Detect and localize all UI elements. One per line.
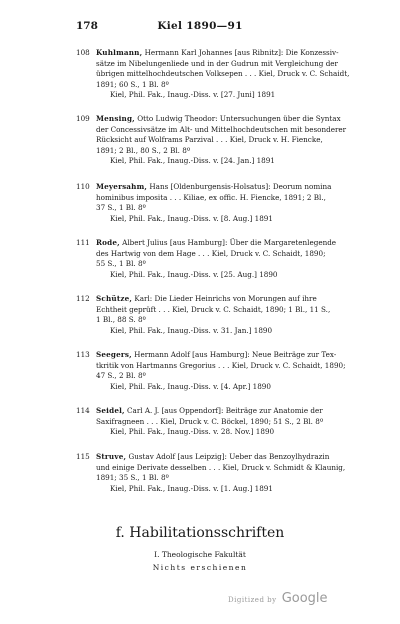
entry-line: 55 S., 1 Bl. 8º (96, 259, 146, 269)
entry-line: hominibus imposita . . . Kiliae, ex offic. H. Fiencke, 1891; 2 Bl., (96, 192, 326, 202)
section-subtitle: I. Theologische Fakultät (154, 550, 246, 559)
entry-location: Kiel, Phil. Fak., Inaug.-Diss. v. [4. Apr.] 1890 (110, 381, 271, 391)
section-note: Nichts erschienen (152, 563, 248, 572)
bibliography-entry (76, 114, 347, 167)
entry-number: 108 (76, 48, 90, 57)
bibliography-entry (76, 294, 344, 336)
watermark-prefix: Digitized by (228, 596, 277, 604)
entry-text: Carl A. J. [aus Oppendorf]: Beiträge zur Anatomie der (127, 406, 323, 415)
entry-line: 37 S., 1 Bl. 8º (96, 203, 146, 213)
entry-line: übrigen mittelhochdeutschen Volksepen . . . Kiel, Druck v. C. Schaidt, (96, 69, 350, 79)
entry-number: 114 (76, 406, 90, 415)
entry-text: Albert Julius [aus Hamburg]: Über die Margaretenlegende (122, 238, 337, 247)
bibliography-entry (76, 406, 344, 438)
digitization-watermark (228, 587, 328, 606)
entry-line: tkritik von Hartmanns Gregorius . . . Kiel, Druck v. C. Schaidt, 1890; (96, 360, 346, 370)
entry-location: Kiel, Phil. Fak., Inaug.-Diss. v. [27. Juni] 1891 (110, 90, 276, 100)
page-title: Kiel 1890—91 (157, 20, 243, 32)
entry-author: Meyersahm, (96, 182, 148, 191)
entry-location: Kiel, Phil. Fak., Inaug.-Diss. v. [1. Aug.] 1891 (110, 483, 273, 493)
entry-number: 115 (76, 452, 90, 461)
entry-line: 1891; 35 S., 1 Bl. 8º (96, 473, 169, 483)
entry-line: 1891; 60 S., 1 Bl. 8º (96, 79, 169, 89)
entry-author: Kuhlmann, (96, 48, 143, 57)
entry-number: 110 (76, 182, 90, 191)
entry-line: Rücksicht auf Wolframs Parzival . . . Kiel, Druck v. H. Fiencke, (96, 135, 323, 145)
entry-location: Kiel, Phil. Fak., Inaug.-Diss. v. [25. Aug.] 1890 (110, 269, 278, 279)
section-title: f. Habilitationsschriften (115, 525, 285, 541)
entry-line: 1891; 2 Bl., 80 S., 2 Bl. 8º (96, 145, 191, 155)
entry-line: 1 Bl., 88 S. 8º (96, 315, 146, 325)
entry-number: 113 (76, 350, 90, 359)
entry-number: 109 (76, 114, 90, 123)
entry-location: Kiel, Phil. Fak., Inaug.-Diss. v. 28. Nov.] 1890 (110, 427, 275, 437)
bibliography-entry (76, 350, 344, 392)
running-header (0, 20, 400, 34)
entry-author: Struve, (96, 452, 127, 461)
entry-text: Otto Ludwig Theodor: Untersuchungen über die Syntax (137, 114, 341, 123)
entry-line: 47 S., 2 Bl. 8º (96, 371, 146, 381)
entry-author: Seidel, (96, 406, 125, 415)
entry-location: Kiel, Phil. Fak., Inaug.-Diss. v. 31. Jan.] 1890 (110, 325, 273, 335)
entry-text: Hermann Adolf [aus Hamburg]: Neue Beiträge zur Tex- (134, 350, 337, 359)
entry-line: der Concessivsätze im Alt- und Mittelhochdeutschen mit besonderer (96, 124, 347, 134)
entry-number: 112 (76, 294, 90, 303)
entry-text: Hermann Karl Johannes [aus Ribnitz]: Die Konzessiv- (144, 48, 339, 57)
entry-location: Kiel, Phil. Fak., Inaug.-Diss. v. [8. Aug.] 1891 (110, 213, 273, 223)
page-number: 178 (76, 20, 98, 32)
entry-author: Mensing, (96, 114, 135, 123)
bibliography-entry (76, 452, 344, 494)
bibliography-entry (76, 238, 344, 280)
entry-line: sätze im Nibelungenliede und in der Gudrun mit Vergleichung der (96, 58, 338, 68)
entry-line: Saxifragneen . . . Kiel, Druck v. C. Böckel, 1890; 51 S., 2 Bl. 8º (96, 416, 324, 426)
entry-author: Rode, (96, 238, 120, 247)
entry-line: und einige Derivate desselben . . . Kiel, Druck v. Schmidt & Klaunig, (96, 462, 346, 472)
entry-line: des Hartwig von dem Hage . . . Kiel, Druck v. C. Schaidt, 1890; (96, 248, 326, 258)
bibliography-entry (76, 48, 350, 101)
entry-text: Karl: Die Lieder Heinrichs von Morungen auf ihre (134, 294, 317, 303)
google-logo: Google (281, 591, 328, 606)
entry-line: Echtheit geprüft . . . Kiel, Druck v. C. Schaidt, 1890; 1 Bl., 11 S., (96, 304, 331, 314)
entry-author: Seegers, (96, 350, 132, 359)
bibliography-entry (76, 182, 344, 224)
entry-number: 111 (76, 238, 90, 247)
entry-author: Schütze, (96, 294, 133, 303)
entry-text: Gustav Adolf [aus Leipzig]: Ueber das Benzoylhydrazin (128, 452, 330, 461)
entry-text: Hans [Oldenburgensis-Holsatus]: Deorum nomina (149, 182, 332, 191)
entry-location: Kiel, Phil. Fak., Inaug.-Diss. v. [24. Jan.] 1891 (110, 156, 275, 166)
